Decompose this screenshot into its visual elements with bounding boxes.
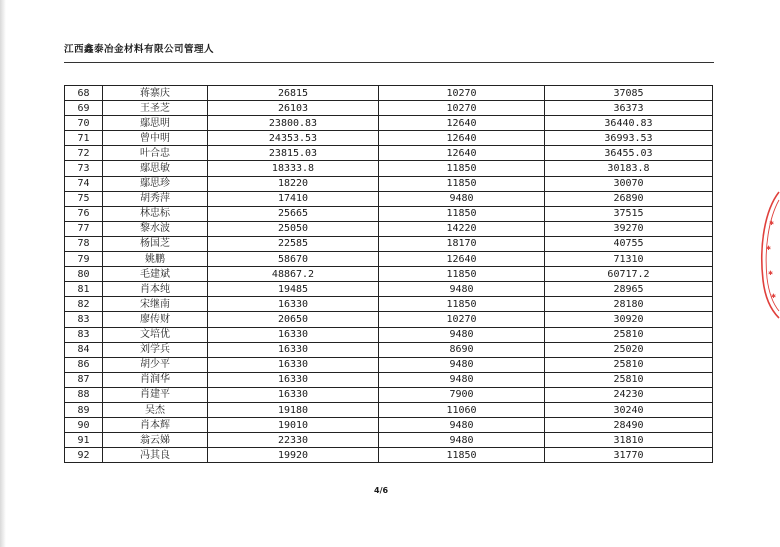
total-amount-cell: 25020: [545, 342, 713, 357]
name-cell: 林忠标: [103, 206, 208, 221]
table-row: [65, 342, 713, 357]
amount-a-cell: 58670: [208, 252, 379, 267]
total-amount-cell: 31770: [545, 448, 713, 463]
row-number-cell: 91: [65, 433, 103, 448]
name-cell: 曾中明: [103, 131, 208, 146]
row-number-cell: 84: [65, 342, 103, 357]
amount-b-cell: 11850: [379, 267, 545, 282]
total-amount-cell: 30920: [545, 312, 713, 327]
amount-a-cell: 16330: [208, 387, 379, 402]
amount-a-cell: 23800.83: [208, 116, 379, 131]
name-cell: 吴杰: [103, 402, 208, 417]
total-amount-cell: 25810: [545, 357, 713, 372]
amount-a-cell: 23815.03: [208, 146, 379, 161]
total-amount-cell: 30070: [545, 176, 713, 191]
name-cell: 肖建平: [103, 387, 208, 402]
row-number-cell: 90: [65, 418, 103, 433]
row-number-cell: 82: [65, 297, 103, 312]
name-cell: 宋继南: [103, 297, 208, 312]
total-amount-cell: 31810: [545, 433, 713, 448]
amount-a-cell: 16330: [208, 342, 379, 357]
amount-b-cell: 10270: [379, 86, 545, 101]
name-cell: 黎水波: [103, 221, 208, 236]
name-cell: 叶合忠: [103, 146, 208, 161]
total-amount-cell: 26890: [545, 191, 713, 206]
amount-a-cell: 22585: [208, 236, 379, 251]
row-number-cell: 83: [65, 327, 103, 342]
amount-a-cell: 26103: [208, 101, 379, 116]
row-number-cell: 73: [65, 161, 103, 176]
name-cell: 刘学兵: [103, 342, 208, 357]
table-row: [65, 418, 713, 433]
row-number-cell: 74: [65, 176, 103, 191]
amount-b-cell: 9480: [379, 418, 545, 433]
total-amount-cell: 36373: [545, 101, 713, 116]
svg-text:✱: ✱: [771, 293, 777, 300]
svg-text:✱: ✱: [768, 270, 774, 277]
row-number-cell: 78: [65, 236, 103, 251]
total-amount-cell: 28180: [545, 297, 713, 312]
total-amount-cell: 24230: [545, 387, 713, 402]
name-cell: 廖传财: [103, 312, 208, 327]
page-header-title: 江西鑫泰冶金材料有限公司管理人: [64, 44, 215, 55]
table-row: [65, 206, 713, 221]
amount-b-cell: 14220: [379, 221, 545, 236]
amount-b-cell: 11850: [379, 448, 545, 463]
row-number-cell: 83: [65, 312, 103, 327]
name-cell: 蒋寨庆: [103, 86, 208, 101]
amount-a-cell: 17410: [208, 191, 379, 206]
row-number-cell: 87: [65, 372, 103, 387]
table-row: [65, 146, 713, 161]
table-row: [65, 387, 713, 402]
amount-b-cell: 12640: [379, 252, 545, 267]
amount-b-cell: 11060: [379, 402, 545, 417]
amount-b-cell: 11850: [379, 176, 545, 191]
amount-b-cell: 18170: [379, 236, 545, 251]
table-row: [65, 282, 713, 297]
total-amount-cell: 25810: [545, 372, 713, 387]
row-number-cell: 86: [65, 357, 103, 372]
table-row: [65, 402, 713, 417]
table-row: [65, 86, 713, 101]
amount-b-cell: 11850: [379, 297, 545, 312]
total-amount-cell: 60717.2: [545, 267, 713, 282]
amount-a-cell: 18220: [208, 176, 379, 191]
amount-b-cell: 9480: [379, 327, 545, 342]
svg-text:✱: ✱: [766, 245, 772, 252]
name-cell: 肖本纯: [103, 282, 208, 297]
name-cell: 毛建斌: [103, 267, 208, 282]
amount-b-cell: 9480: [379, 282, 545, 297]
total-amount-cell: 37515: [545, 206, 713, 221]
amount-b-cell: 12640: [379, 146, 545, 161]
table-row: [65, 191, 713, 206]
name-cell: 鄢思敏: [103, 161, 208, 176]
name-cell: 胡少平: [103, 357, 208, 372]
name-cell: 杨国芝: [103, 236, 208, 251]
amount-b-cell: 12640: [379, 131, 545, 146]
row-number-cell: 68: [65, 86, 103, 101]
name-cell: 姚鹏: [103, 252, 208, 267]
amount-b-cell: 11850: [379, 206, 545, 221]
name-cell: 冯其良: [103, 448, 208, 463]
row-number-cell: 81: [65, 282, 103, 297]
red-seal-stamp-icon: [757, 190, 780, 320]
table-row: [65, 448, 713, 463]
name-cell: 鄢思珍: [103, 176, 208, 191]
total-amount-cell: 28965: [545, 282, 713, 297]
amount-a-cell: 48867.2: [208, 267, 379, 282]
amount-b-cell: 8690: [379, 342, 545, 357]
total-amount-cell: 39270: [545, 221, 713, 236]
amount-a-cell: 19485: [208, 282, 379, 297]
total-amount-cell: 36993.53: [545, 131, 713, 146]
total-amount-cell: 40755: [545, 236, 713, 251]
name-cell: 胡秀萍: [103, 191, 208, 206]
table-row: [65, 176, 713, 191]
table-row: [65, 267, 713, 282]
table-row: [65, 433, 713, 448]
amount-a-cell: 16330: [208, 297, 379, 312]
table-row: [65, 252, 713, 267]
table-row: [65, 161, 713, 176]
name-cell: 鄢思明: [103, 116, 208, 131]
svg-text:✱: ✱: [769, 220, 775, 227]
total-amount-cell: 71310: [545, 252, 713, 267]
table-row: [65, 312, 713, 327]
amount-a-cell: 24353.53: [208, 131, 379, 146]
row-number-cell: 72: [65, 146, 103, 161]
header-divider: [64, 62, 714, 63]
name-cell: 肖润华: [103, 372, 208, 387]
amount-a-cell: 16330: [208, 372, 379, 387]
amount-b-cell: 10270: [379, 101, 545, 116]
amount-a-cell: 19920: [208, 448, 379, 463]
total-amount-cell: 36455.03: [545, 146, 713, 161]
claims-table-body: [65, 86, 713, 463]
row-number-cell: 70: [65, 116, 103, 131]
amount-a-cell: 16330: [208, 327, 379, 342]
amount-a-cell: 26815: [208, 86, 379, 101]
amount-b-cell: 9480: [379, 191, 545, 206]
table-row: [65, 372, 713, 387]
row-number-cell: 71: [65, 131, 103, 146]
name-cell: 肖本辉: [103, 418, 208, 433]
total-amount-cell: 28490: [545, 418, 713, 433]
amount-b-cell: 12640: [379, 116, 545, 131]
page-shadow-edge: [0, 0, 6, 547]
amount-a-cell: 19010: [208, 418, 379, 433]
amount-b-cell: 9480: [379, 433, 545, 448]
table-row: [65, 116, 713, 131]
total-amount-cell: 30183.8: [545, 161, 713, 176]
page-number: 4/6: [374, 486, 389, 495]
total-amount-cell: 36440.83: [545, 116, 713, 131]
table-row: [65, 327, 713, 342]
name-cell: 翁云娣: [103, 433, 208, 448]
row-number-cell: 76: [65, 206, 103, 221]
total-amount-cell: 30240: [545, 402, 713, 417]
amount-a-cell: 22330: [208, 433, 379, 448]
amount-a-cell: 25050: [208, 221, 379, 236]
row-number-cell: 92: [65, 448, 103, 463]
row-number-cell: 89: [65, 402, 103, 417]
amount-a-cell: 20650: [208, 312, 379, 327]
row-number-cell: 69: [65, 101, 103, 116]
table-row: [65, 221, 713, 236]
claims-table: [64, 85, 713, 463]
amount-a-cell: 19180: [208, 402, 379, 417]
total-amount-cell: 37085: [545, 86, 713, 101]
amount-b-cell: 9480: [379, 357, 545, 372]
table-row: [65, 131, 713, 146]
amount-b-cell: 7900: [379, 387, 545, 402]
table-row: [65, 357, 713, 372]
table-row: [65, 101, 713, 116]
name-cell: 王圣芝: [103, 101, 208, 116]
row-number-cell: 75: [65, 191, 103, 206]
amount-b-cell: 9480: [379, 372, 545, 387]
total-amount-cell: 25810: [545, 327, 713, 342]
row-number-cell: 77: [65, 221, 103, 236]
row-number-cell: 88: [65, 387, 103, 402]
amount-a-cell: 18333.8: [208, 161, 379, 176]
name-cell: 文培优: [103, 327, 208, 342]
amount-b-cell: 11850: [379, 161, 545, 176]
amount-a-cell: 16330: [208, 357, 379, 372]
amount-a-cell: 25665: [208, 206, 379, 221]
row-number-cell: 79: [65, 252, 103, 267]
amount-b-cell: 10270: [379, 312, 545, 327]
table-row: [65, 297, 713, 312]
row-number-cell: 80: [65, 267, 103, 282]
table-row: [65, 236, 713, 251]
